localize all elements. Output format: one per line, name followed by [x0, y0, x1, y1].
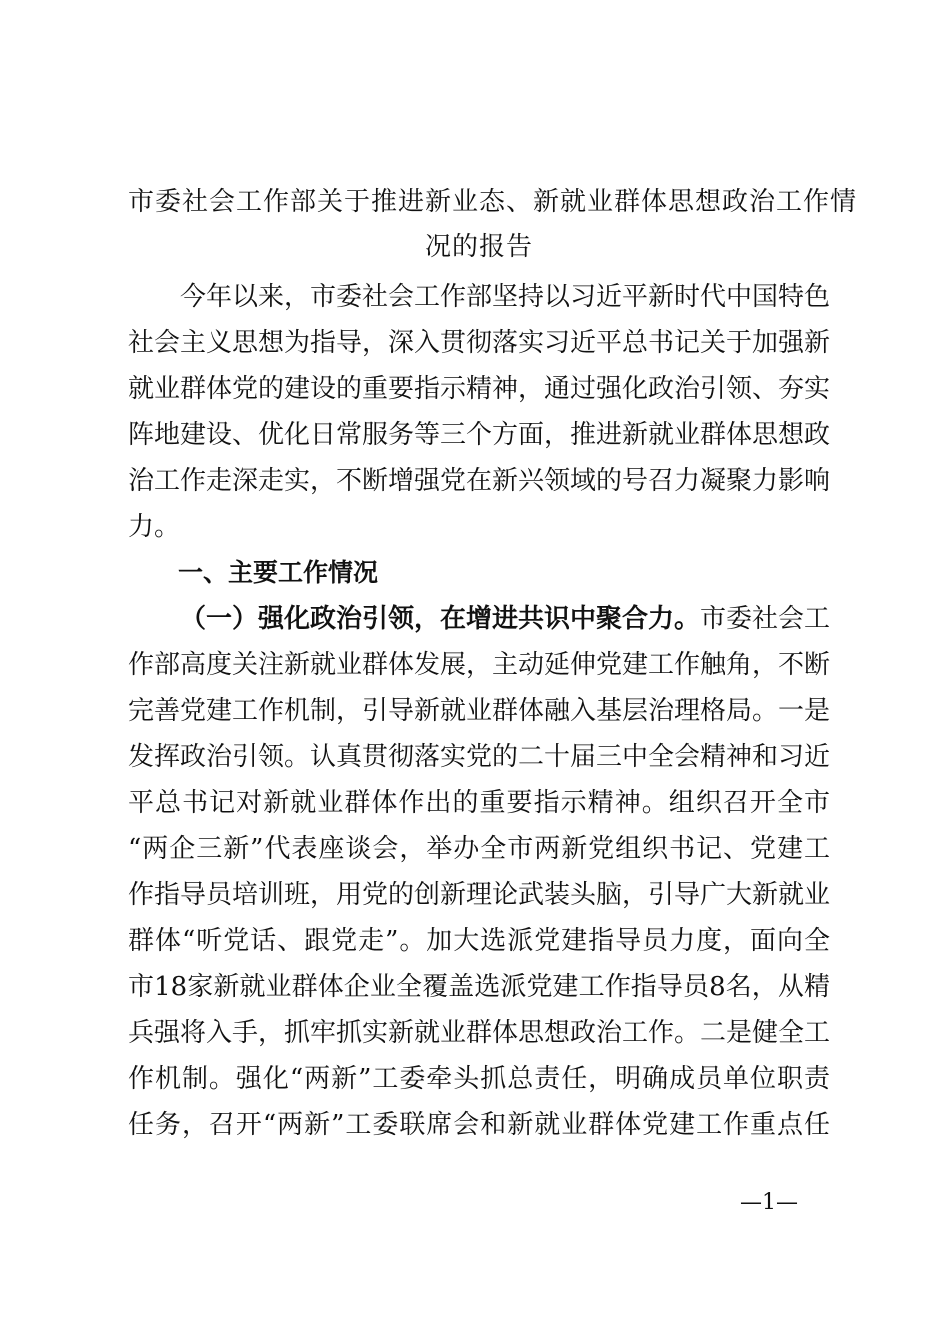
- body-line: 任务，召开“两新”工委联席会和新就业群体党建工作重点任: [128, 1110, 830, 1140]
- intro-paragraph-line: 治工作走深走实，不断增强党在新兴领域的号召力凝聚力影响: [128, 466, 831, 496]
- section-heading: 一、主要工作情况: [178, 558, 379, 587]
- subsection-first-line: [180, 600, 830, 638]
- subsection-heading: （一）强化政治引领，在增进共识中聚合力。: [180, 604, 701, 634]
- body-line: 市18家新就业群体企业全覆盖选派党建工作指导员8名，从精: [128, 972, 830, 1002]
- body-line: 作机制。强化“两新”工委牵头抓总责任，明确成员单位职责: [128, 1064, 830, 1094]
- body-line: “两企三新”代表座谈会，举办全市两新党组织书记、党建工: [128, 834, 830, 864]
- body-line: 完善党建工作机制，引导新就业群体融入基层治理格局。一是: [128, 696, 831, 726]
- page-number: —1—: [740, 1190, 798, 1215]
- intro-paragraph-line: 社会主义思想为指导，深入贯彻落实习近平总书记关于加强新: [128, 328, 831, 358]
- document-title-line-1: 市委社会工作部关于推进新业态、新就业群体思想政治工作情: [128, 187, 858, 217]
- intro-paragraph-line: 阵地建设、优化日常服务等三个方面，推进新就业群体思想政: [128, 420, 831, 450]
- intro-paragraph-line: 就业群体党的建设的重要指示精神，通过强化政治引领、夯实: [128, 374, 831, 404]
- body-line: 兵强将入手，抓牢抓实新就业群体思想政治工作。二是健全工: [128, 1018, 831, 1048]
- body-line: 群体“听党话、跟党走”。加大选派党建指导员力度，面向全: [128, 926, 830, 956]
- body-line: 作部高度关注新就业群体发展，主动延伸党建工作触角，不断: [128, 650, 831, 680]
- document-title-line-2: 况的报告: [424, 232, 533, 262]
- intro-paragraph-line: 力。: [128, 512, 181, 542]
- intro-paragraph-line: 今年以来，市委社会工作部坚持以习近平新时代中国特色: [180, 282, 831, 312]
- body-line: 发挥政治引领。认真贯彻落实党的二十届三中全会精神和习近: [128, 742, 831, 772]
- body-line: 平总书记对新就业群体作出的重要指示精神。组织召开全市: [128, 788, 830, 818]
- subsection-text: 市委社会工: [700, 604, 831, 634]
- body-line: 作指导员培训班，用党的创新理论武装头脑，引导广大新就业: [128, 880, 831, 910]
